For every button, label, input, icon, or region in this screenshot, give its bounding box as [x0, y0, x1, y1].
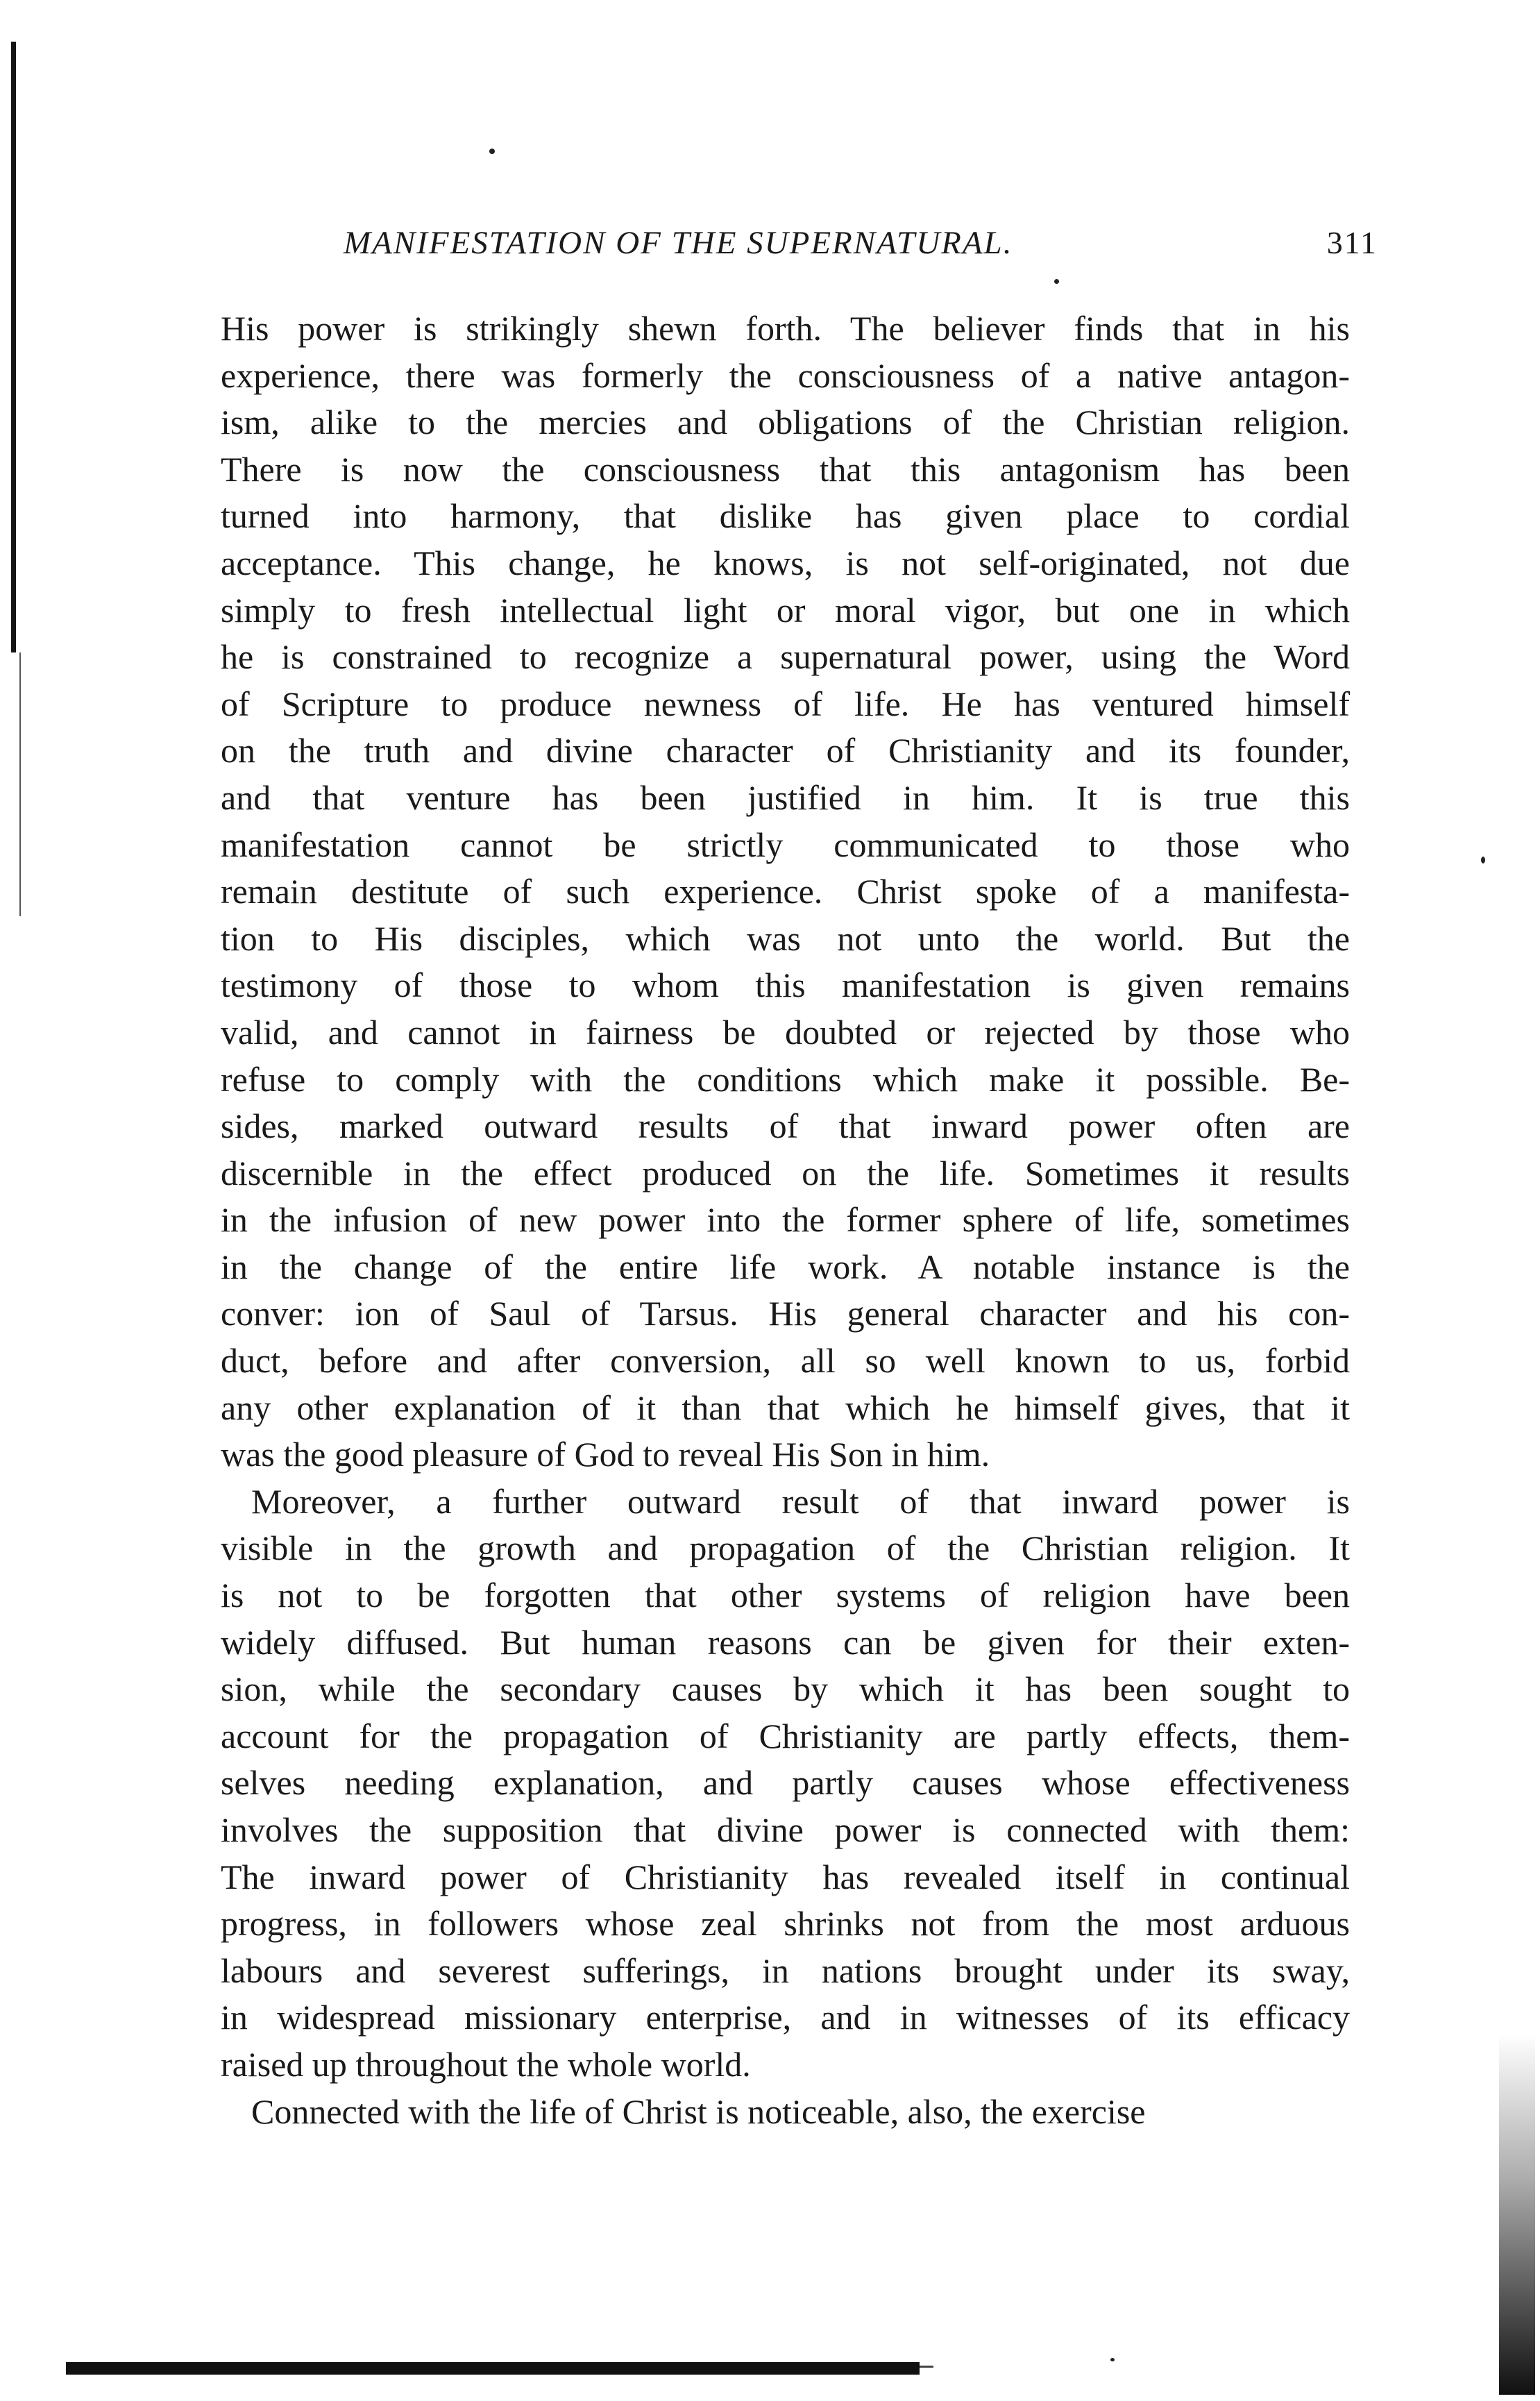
paragraph [221, 1478, 1350, 2089]
page-number: 311 [1326, 225, 1378, 260]
text-line: valid, and cannot in fairness be doubted or rejected by those who [221, 1012, 1350, 1052]
paragraph [221, 305, 1350, 1478]
text-line: selves needing explanation, and partly causes whose effectiveness [221, 1763, 1350, 1803]
text-line: remain destitute of such experience. Christ spoke of a manifesta- [221, 872, 1350, 911]
running-title: MANIFESTATION OF THE SUPERNATURAL. [344, 225, 1013, 261]
text-line: account for the propagation of Christianity are partly effects, them- [221, 1716, 1350, 1755]
text-line: tion to His disciples, which was not unto the world. But the [221, 918, 1350, 958]
text-line: experience, there was formerly the consciousness of a native antagon- [221, 355, 1350, 395]
text-line: discernible in the effect produced on the life. Sometimes it results [221, 1153, 1350, 1193]
text-line: turned into harmony, that dislike has given place to cordial [221, 496, 1350, 536]
text-line: and that venture has been justified in him. It is true this [221, 777, 1350, 817]
scan-border-bottom [66, 2362, 920, 2375]
text-line: testimony of those to whom this manifestation is given remains [221, 966, 1350, 1005]
scan-speck [1054, 279, 1059, 284]
paragraph [221, 2089, 1350, 2136]
text-line: is not to be forgotten that other systems of religion have been [221, 1576, 1350, 1615]
text-line: visible in the growth and propagation of the Christian religion. It [221, 1528, 1350, 1568]
text-line: sides, marked outward results of that inward power often are [221, 1106, 1350, 1146]
text-line: acceptance. This change, he knows, is not self-originated, not due [221, 543, 1350, 582]
text-line: involves the supposition that divine power is connected with them: [221, 1810, 1350, 1849]
text-line: in the change of the entire life work. A notable instance is the [221, 1247, 1350, 1286]
scan-speck [1110, 2358, 1115, 2361]
text-line: sion, while the secondary causes by which it has been sought to [221, 1669, 1350, 1709]
text-line: His power is strikingly shewn forth. The believer finds that in his [221, 309, 1350, 348]
text-line: in the infusion of new power into the former sphere of life, sometimes [221, 1200, 1350, 1240]
text-line: Connected with the life of Christ is noticeable, also, the exercise [251, 2091, 1146, 2131]
text-line: duct, before and after conversion, all so well known to us, forbid [221, 1341, 1350, 1381]
scan-shadow-right [1499, 2034, 1535, 2395]
scan-border-left-thin [19, 652, 21, 916]
scan-border-bottom-tail [920, 2366, 933, 2368]
text-line: of Scripture to produce newness of life. He has ventured himself [221, 684, 1350, 723]
scan-border-left [11, 42, 16, 652]
scan-speck [1481, 857, 1485, 863]
text-line: ism, alike to the mercies and obligations of the Christian religion. [221, 403, 1350, 442]
text-line: Moreover, a further outward result of that inward power is [251, 1481, 1350, 1521]
scan-speck [489, 149, 495, 154]
text-line: on the truth and divine character of Christianity and its founder, [221, 731, 1350, 770]
text-line: labours and severest sufferings, in nations brought under its sway, [221, 1951, 1350, 1990]
text-line: The inward power of Christianity has revealed itself in continual [221, 1857, 1350, 1896]
text-line: in widespread missionary enterprise, and in witnesses of its efficacy [221, 1998, 1350, 2037]
text-line: widely diffused. But human reasons can be given for their exten- [221, 1622, 1350, 1662]
body-text [221, 305, 1350, 2135]
running-head [344, 219, 1378, 267]
text-line: simply to fresh intellectual light or moral vigor, but one in which [221, 590, 1350, 630]
text-line: refuse to comply with the conditions which make it possible. Be- [221, 1059, 1350, 1099]
text-line: raised up throughout the whole world. [221, 2044, 751, 2084]
text-line: conver: ion of Saul of Tarsus. His general character and his con- [221, 1294, 1350, 1333]
text-line: There is now the consciousness that this antagonism has been [221, 449, 1350, 489]
text-line: he is constrained to recognize a supernatural power, using the Word [221, 637, 1350, 677]
text-line: manifestation cannot be strictly communicated to those who [221, 825, 1350, 864]
text-line: any other explanation of it than that which he himself gives, that it [221, 1388, 1350, 1427]
text-line: was the good pleasure of God to reveal His Son in him. [221, 1435, 990, 1474]
text-line: progress, in followers whose zeal shrinks not from the most arduous [221, 1904, 1350, 1944]
